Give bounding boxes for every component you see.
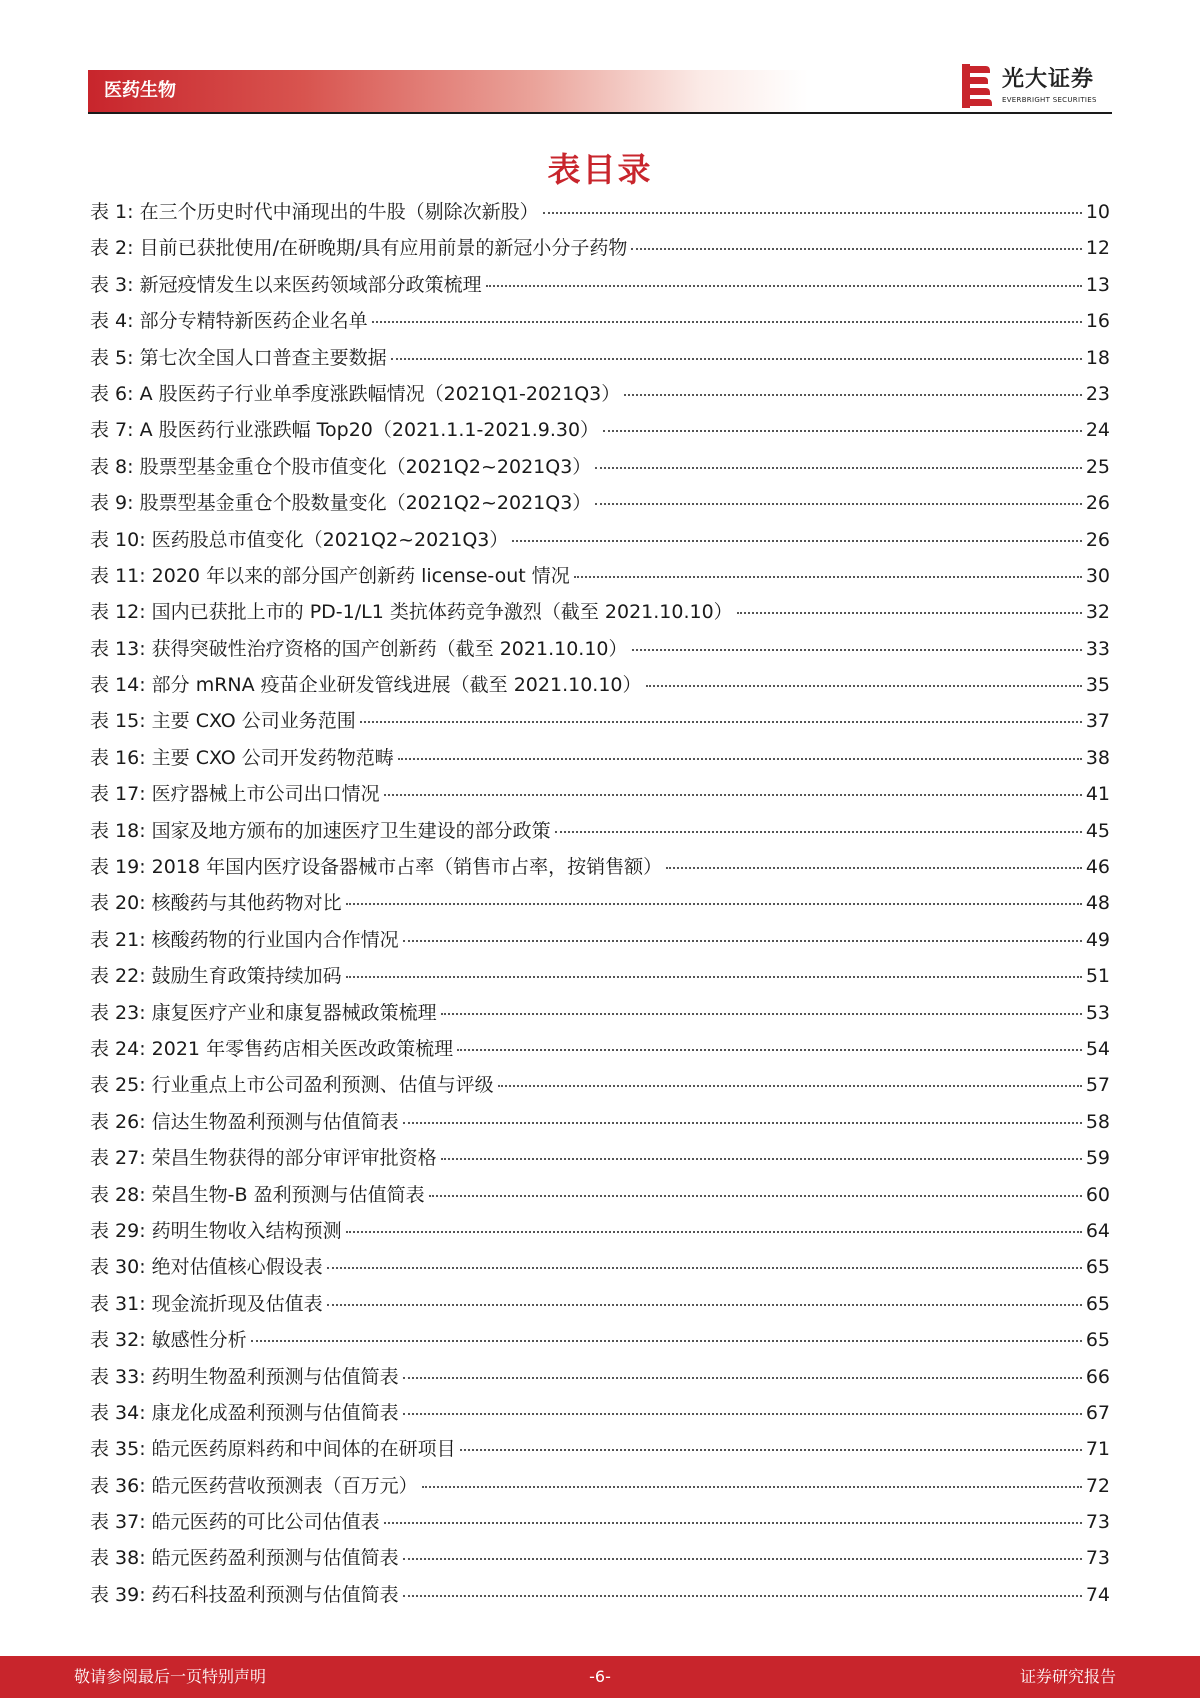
toc-entry-title: A 股医药行业涨跌幅 Top20（2021.1.1-2021.9.30） (139, 419, 600, 442)
toc-entry-page: 32 (1085, 601, 1110, 624)
toc-entry[interactable] (90, 1213, 1110, 1249)
toc-entry[interactable] (90, 922, 1110, 958)
toc-entry-page: 73 (1085, 1547, 1110, 1570)
toc-entry-title: 荣昌生物获得的部分审评审批资格 (151, 1147, 437, 1170)
toc-entry-page: 53 (1085, 1001, 1110, 1024)
toc-entry-page: 59 (1085, 1147, 1110, 1170)
brand-name-en: EVERBRIGHT SECURITIES (1002, 96, 1097, 104)
toc-entry-label: 表 7: (90, 419, 134, 442)
dot-leader (737, 611, 1082, 614)
toc-entry[interactable] (90, 885, 1110, 921)
toc-entry-label: 表 6: (90, 382, 134, 405)
everbright-logo-icon (962, 64, 992, 108)
toc-entry-label: 表 39: (90, 1583, 146, 1606)
toc-entry-title: 皓元医药盈利预测与估值简表 (151, 1547, 399, 1570)
toc-entry[interactable] (90, 303, 1110, 339)
toc-entry-title: 获得突破性治疗资格的国产创新药（截至 2021.10.10） (151, 637, 628, 660)
toc-entry[interactable] (90, 1577, 1110, 1613)
toc-entry[interactable] (90, 340, 1110, 376)
toc-entry-label: 表 34: (90, 1401, 146, 1424)
dot-leader (631, 247, 1081, 250)
toc-entry-label: 表 2: (90, 237, 134, 260)
toc-entry-label: 表 5: (90, 346, 134, 369)
dot-leader (384, 793, 1082, 796)
toc-entry[interactable] (90, 485, 1110, 521)
toc-entry-title: 康龙化成盈利预测与估值简表 (151, 1401, 399, 1424)
dot-leader (603, 429, 1082, 432)
table-of-tables (90, 194, 1110, 1613)
toc-entry-title: 荣昌生物-B 盈利预测与估值简表 (151, 1183, 425, 1206)
toc-entry[interactable] (90, 449, 1110, 485)
toc-entry-label: 表 9: (90, 492, 134, 515)
dot-leader (384, 1521, 1082, 1524)
toc-entry[interactable] (90, 1468, 1110, 1504)
section-label: 医药生物 (104, 80, 176, 101)
toc-entry-label: 表 18: (90, 819, 146, 842)
dot-leader (457, 1048, 1082, 1051)
toc-entry-title: 康复医疗产业和康复器械政策梳理 (151, 1001, 437, 1024)
footer-disclaimer: 敬请参阅最后一页特别声明 (74, 1667, 267, 1686)
toc-entry-page: 30 (1085, 564, 1110, 587)
toc-entry-page: 65 (1085, 1292, 1110, 1315)
toc-entry-page: 46 (1085, 856, 1110, 879)
dot-leader (403, 1594, 1082, 1597)
dot-leader (543, 211, 1082, 214)
toc-entry-page: 18 (1085, 346, 1110, 369)
toc-entry[interactable] (90, 412, 1110, 448)
toc-entry-title: 股票型基金重仓个股市值变化（2021Q2~2021Q3） (139, 455, 592, 478)
toc-entry-page: 23 (1085, 382, 1110, 405)
toc-entry-page: 58 (1085, 1110, 1110, 1133)
toc-entry-title: 目前已获批使用/在研晚期/具有应用前景的新冠小分子药物 (139, 237, 628, 260)
toc-entry-page: 41 (1085, 783, 1110, 806)
toc-entry-title: 医药股总市值变化（2021Q2~2021Q3） (151, 528, 509, 551)
toc-entry-label: 表 28: (90, 1183, 146, 1206)
brand-logo (962, 64, 1112, 108)
toc-entry-title: 在三个历史时代中涌现出的牛股（剔除次新股） (139, 201, 539, 223)
toc-entry-page: 64 (1085, 1219, 1110, 1242)
dot-leader (251, 1339, 1082, 1342)
toc-entry-title: 现金流折现及估值表 (151, 1292, 323, 1315)
toc-entry-page: 35 (1085, 674, 1110, 697)
dot-leader (346, 1230, 1082, 1233)
toc-entry-label: 表 16: (90, 746, 146, 769)
toc-entry-label: 表 3: (90, 273, 134, 296)
toc-entry-page: 24 (1085, 419, 1110, 442)
dot-leader (632, 648, 1082, 651)
toc-entry[interactable] (90, 1359, 1110, 1395)
toc-entry-page: 71 (1085, 1438, 1110, 1461)
toc-entry-title: 绝对估值核心假设表 (151, 1256, 323, 1279)
dot-leader (460, 1448, 1082, 1451)
header-divider (88, 112, 1112, 114)
toc-entry-title: 部分专精特新医药企业名单 (139, 310, 368, 333)
toc-entry-label: 表 30: (90, 1256, 146, 1279)
toc-entry[interactable] (90, 1031, 1110, 1067)
toc-entry-title: 国家及地方颁布的加速医疗卫生建设的部分政策 (151, 819, 551, 842)
toc-entry[interactable] (90, 1540, 1110, 1576)
dot-leader (595, 502, 1082, 505)
toc-entry[interactable] (90, 631, 1110, 667)
toc-entry[interactable] (90, 558, 1110, 594)
toc-entry-title: 药明生物收入结构预测 (151, 1219, 342, 1242)
toc-entry-page: 66 (1085, 1365, 1110, 1388)
dot-leader (346, 902, 1082, 905)
toc-entry-page: 38 (1085, 746, 1110, 769)
toc-entry-page: 16 (1085, 310, 1110, 333)
toc-entry-label: 表 21: (90, 928, 146, 951)
toc-entry-title: 皓元医药原料药和中间体的在研项目 (151, 1438, 456, 1461)
toc-entry-title: 主要 CXO 公司开发药物范畴 (151, 746, 394, 769)
toc-entry-title: 信达生物盈利预测与估值简表 (151, 1110, 399, 1133)
dot-leader (391, 357, 1082, 360)
dot-leader (327, 1266, 1082, 1269)
toc-entry-label: 表 29: (90, 1219, 146, 1242)
toc-entry-page: 10 (1085, 201, 1110, 223)
toc-entry-label: 表 11: (90, 564, 146, 587)
toc-entry-label: 表 14: (90, 674, 146, 697)
toc-entry-label: 表 33: (90, 1365, 146, 1388)
dot-leader (555, 830, 1082, 833)
toc-entry-title: 行业重点上市公司盈利预测、估值与评级 (151, 1074, 494, 1097)
dot-leader (360, 720, 1082, 723)
toc-entry-title: 股票型基金重仓个股数量变化（2021Q2~2021Q3） (139, 492, 592, 515)
toc-entry[interactable] (90, 1322, 1110, 1358)
toc-entry-label: 表 15: (90, 710, 146, 733)
dot-leader (441, 1012, 1082, 1015)
dot-leader (403, 1557, 1082, 1560)
toc-entry[interactable] (90, 703, 1110, 739)
dot-leader (429, 1194, 1082, 1197)
toc-entry-page: 26 (1085, 528, 1110, 551)
toc-entry[interactable] (90, 849, 1110, 885)
toc-entry[interactable] (90, 594, 1110, 630)
toc-entry[interactable] (90, 194, 1110, 230)
toc-entry-title: 鼓励生育政策持续加码 (151, 965, 342, 988)
toc-entry-title: 皓元医药的可比公司估值表 (151, 1511, 380, 1534)
toc-entry-label: 表 36: (90, 1474, 146, 1497)
toc-entry-title: 部分 mRNA 疫苗企业研发管线进展（截至 2021.10.10） (151, 674, 642, 697)
toc-entry-label: 表 31: (90, 1292, 146, 1315)
toc-entry-page: 33 (1085, 637, 1110, 660)
toc-entry-page: 25 (1085, 455, 1110, 478)
footer-report-type: 证券研究报告 (1019, 1667, 1116, 1686)
dot-leader (327, 1303, 1082, 1306)
toc-entry-page: 60 (1085, 1183, 1110, 1206)
toc-entry-page: 57 (1085, 1074, 1110, 1097)
toc-entry-label: 表 19: (90, 856, 146, 879)
toc-entry-label: 表 13: (90, 637, 146, 660)
dot-leader (403, 1121, 1082, 1124)
dot-leader (646, 684, 1082, 687)
toc-entry-title: 主要 CXO 公司业务范围 (151, 710, 356, 733)
dot-leader (486, 284, 1082, 287)
toc-entry-label: 表 17: (90, 783, 146, 806)
toc-entry-page: 65 (1085, 1329, 1110, 1352)
toc-entry-title: 核酸药物的行业国内合作情况 (151, 928, 399, 951)
toc-entry-page: 54 (1085, 1037, 1110, 1060)
dot-leader (595, 466, 1082, 469)
dot-leader (441, 1157, 1082, 1160)
toc-entry[interactable] (90, 667, 1110, 703)
toc-entry-page: 37 (1085, 710, 1110, 733)
toc-entry-page: 67 (1085, 1401, 1110, 1424)
toc-entry-title: 2020 年以来的部分国产创新药 license-out 情况 (151, 564, 570, 587)
toc-entry[interactable] (90, 230, 1110, 266)
toc-entry-label: 表 32: (90, 1329, 146, 1352)
toc-entry-title: 药石科技盈利预测与估值简表 (151, 1583, 399, 1606)
toc-entry-title: 第七次全国人口普查主要数据 (139, 346, 387, 369)
toc-entry[interactable] (90, 1067, 1110, 1103)
toc-entry[interactable] (90, 267, 1110, 303)
toc-entry-title: 医疗器械上市公司出口情况 (151, 783, 380, 806)
toc-entry-title: 皓元医药营收预测表（百万元） (151, 1474, 418, 1497)
dot-leader (403, 1412, 1082, 1415)
toc-entry-page: 12 (1085, 237, 1110, 260)
toc-entry-title: 核酸药与其他药物对比 (151, 892, 342, 915)
toc-entry-label: 表 22: (90, 965, 146, 988)
toc-entry-label: 表 35: (90, 1438, 146, 1461)
dot-leader (398, 757, 1082, 760)
toc-entry-title: 药明生物盈利预测与估值简表 (151, 1365, 399, 1388)
toc-entry[interactable] (90, 1140, 1110, 1176)
toc-entry[interactable] (90, 958, 1110, 994)
toc-entry-page: 26 (1085, 492, 1110, 515)
toc-entry-label: 表 25: (90, 1074, 146, 1097)
dot-leader (403, 939, 1082, 942)
toc-entry-page: 73 (1085, 1511, 1110, 1534)
toc-entry[interactable] (90, 776, 1110, 812)
toc-entry-label: 表 1: (90, 201, 134, 223)
toc-entry-page: 65 (1085, 1256, 1110, 1279)
toc-entry[interactable] (90, 1104, 1110, 1140)
toc-entry-title: 2018 年国内医疗设备器械市占率（销售市占率，按销售额） (151, 856, 663, 879)
toc-entry-label: 表 37: (90, 1511, 146, 1534)
toc-entry-title: 国内已获批上市的 PD-1/L1 类抗体药竞争激烈（截至 2021.10.10） (151, 601, 733, 624)
toc-entry-label: 表 24: (90, 1037, 146, 1060)
dot-leader (574, 575, 1082, 578)
toc-entry-label: 表 12: (90, 601, 146, 624)
dot-leader (346, 975, 1082, 978)
toc-entry-label: 表 4: (90, 310, 134, 333)
toc-entry-label: 表 8: (90, 455, 134, 478)
toc-entry-label: 表 10: (90, 528, 146, 551)
dot-leader (512, 539, 1081, 542)
dot-leader (372, 320, 1082, 323)
toc-entry[interactable] (90, 1286, 1110, 1322)
header-band (88, 70, 808, 112)
dot-leader (666, 866, 1082, 869)
toc-entry[interactable] (90, 1395, 1110, 1431)
toc-entry-label: 表 23: (90, 1001, 146, 1024)
toc-entry-title: A 股医药子行业单季度涨跌幅情况（2021Q1-2021Q3） (139, 382, 621, 405)
toc-entry-label: 表 38: (90, 1547, 146, 1570)
toc-entry[interactable] (90, 813, 1110, 849)
toc-entry[interactable] (90, 522, 1110, 558)
toc-entry-label: 表 27: (90, 1147, 146, 1170)
footer-bar (0, 1656, 1200, 1698)
dot-leader (422, 1485, 1082, 1488)
toc-entry[interactable] (90, 1249, 1110, 1285)
toc-entry-page: 72 (1085, 1474, 1110, 1497)
toc-entry-page: 13 (1085, 273, 1110, 296)
brand-name-cn: 光大证券 (1002, 67, 1095, 92)
dot-leader (624, 393, 1082, 396)
toc-entry[interactable] (90, 376, 1110, 412)
page-title: 表目录 (547, 150, 653, 189)
toc-entry-page: 51 (1085, 965, 1110, 988)
toc-entry-title: 2021 年零售药店相关医改政策梳理 (151, 1037, 454, 1060)
toc-entry[interactable] (90, 1504, 1110, 1540)
toc-entry[interactable] (90, 1177, 1110, 1213)
toc-entry-page: 49 (1085, 928, 1110, 951)
page-number: -6- (589, 1667, 611, 1686)
toc-entry[interactable] (90, 1431, 1110, 1467)
toc-entry-page: 74 (1085, 1583, 1110, 1606)
dot-leader (403, 1376, 1082, 1379)
dot-leader (498, 1084, 1082, 1087)
toc-entry-label: 表 20: (90, 892, 146, 915)
toc-entry-page: 48 (1085, 892, 1110, 915)
toc-entry-title: 新冠疫情发生以来医药领域部分政策梳理 (139, 273, 482, 296)
toc-entry-label: 表 26: (90, 1110, 146, 1133)
toc-entry[interactable] (90, 740, 1110, 776)
toc-entry[interactable] (90, 995, 1110, 1031)
toc-entry-title: 敏感性分析 (151, 1329, 247, 1352)
toc-entry-page: 45 (1085, 819, 1110, 842)
